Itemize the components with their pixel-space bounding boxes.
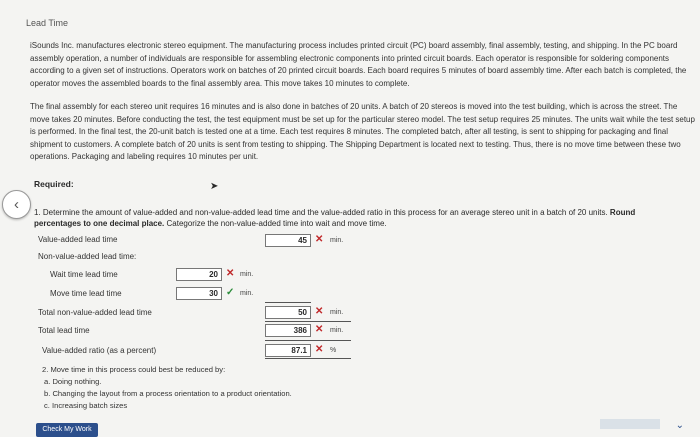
move-time-label: Move time lead time	[50, 289, 122, 298]
x-icon: ✕	[226, 268, 235, 279]
question-2-text: 2. Move time in this process could best be reduced by:	[42, 365, 226, 374]
x-icon: ✕	[315, 344, 324, 355]
total-lead-time-label: Total lead time	[38, 326, 90, 335]
x-icon: ✕	[315, 324, 324, 335]
question-1-text: 1. Determine the amount of value-added and non-value-added lead time and the value-added ratio in this process for an average stereo unit in a batch of 20 units. Round percentages to one decimal place. Categorize the non-value-added time into wait and move time.	[34, 208, 636, 228]
option-c[interactable]: c. Increasing batch sizes	[44, 401, 128, 410]
total-nva-unit: min.	[330, 309, 344, 316]
wait-time-unit: min.	[240, 271, 254, 278]
back-button[interactable]	[2, 190, 31, 219]
value-added-ratio-unit: %	[330, 347, 337, 354]
non-value-added-header: Non-value-added lead time:	[38, 252, 137, 261]
required-heading: Required:	[34, 179, 74, 189]
value-added-label: Value-added lead time	[38, 235, 118, 244]
x-icon: ✕	[315, 234, 324, 245]
value-added-ratio-input[interactable]: 87.1	[265, 344, 311, 357]
problem-paragraph-2: The final assembly for each stereo unit requires 16 minutes and is also done in batches of 20 units. A batch of 20 stereos is moved into the test building, which is across the street. The move takes 20 minutes. Before conducting the test, the test equipment must be set up for the particular stereo model. The test setup requires 25 minutes. The units wait while the test setup is performed. In the final test, the 20-unit batch is tested one at a time. Each test requires 8 minutes. The completed batch, after all testing, is sent to shipping for packaging and final shipment to customers. A complete batch of 20 units is sent from testing to shipping. The Shipping Department is located next to testing. Thus, there is no move time between these two operations. Packaging and labeling requires 10 minutes per unit.	[30, 102, 695, 162]
total-lead-time-input[interactable]: 386	[265, 324, 311, 337]
value-added-ratio-label: Value-added ratio (as a percent)	[42, 346, 157, 355]
move-time-unit: min.	[240, 290, 254, 297]
total-lead-time-unit: min.	[330, 327, 344, 334]
footer-bar	[600, 419, 660, 429]
sum-rule	[265, 302, 311, 303]
sum-rule	[265, 358, 351, 359]
wait-time-label: Wait time lead time	[50, 270, 118, 279]
chevron-down-icon[interactable]: ⌄	[675, 420, 684, 431]
mouse-cursor-icon: ➤	[210, 181, 219, 192]
page-title: Lead Time	[26, 18, 69, 28]
value-added-unit: min.	[330, 237, 344, 244]
sum-rule	[265, 340, 351, 341]
sum-rule	[265, 321, 351, 322]
total-nva-input[interactable]: 50	[265, 306, 311, 319]
option-a[interactable]: a. Doing nothing.	[44, 377, 102, 386]
wait-time-input[interactable]: 20	[176, 268, 222, 281]
value-added-input[interactable]: 45	[265, 234, 311, 247]
check-my-work-button[interactable]: Check My Work	[36, 423, 98, 437]
option-b[interactable]: b. Changing the layout from a process orientation to a product orientation.	[44, 389, 292, 398]
move-time-input[interactable]: 30	[176, 287, 222, 300]
checkmark-icon: ✓	[226, 287, 235, 298]
total-nva-label: Total non-value-added lead time	[38, 308, 152, 317]
problem-paragraph-1: iSounds Inc. manufactures electronic stereo equipment. The manufacturing process includes printed circuit (PC) board assembly, final assembly, testing, and shipping. In the PC board assembly operation, a number of individuals are responsible for assembling electronic components into printed circuit boards. Each operator is responsible for soldering components according to a given set of instructions. Operators work on batches of 20 printed circuit boards. Each board requires 5 minutes of board assembly time. After each batch is completed, the operator moves the assembled boards to the final assembly area. This move takes 10 minutes to complete.	[30, 41, 687, 88]
x-icon: ✕	[315, 306, 324, 317]
chevron-left-icon: ‹	[14, 196, 19, 213]
